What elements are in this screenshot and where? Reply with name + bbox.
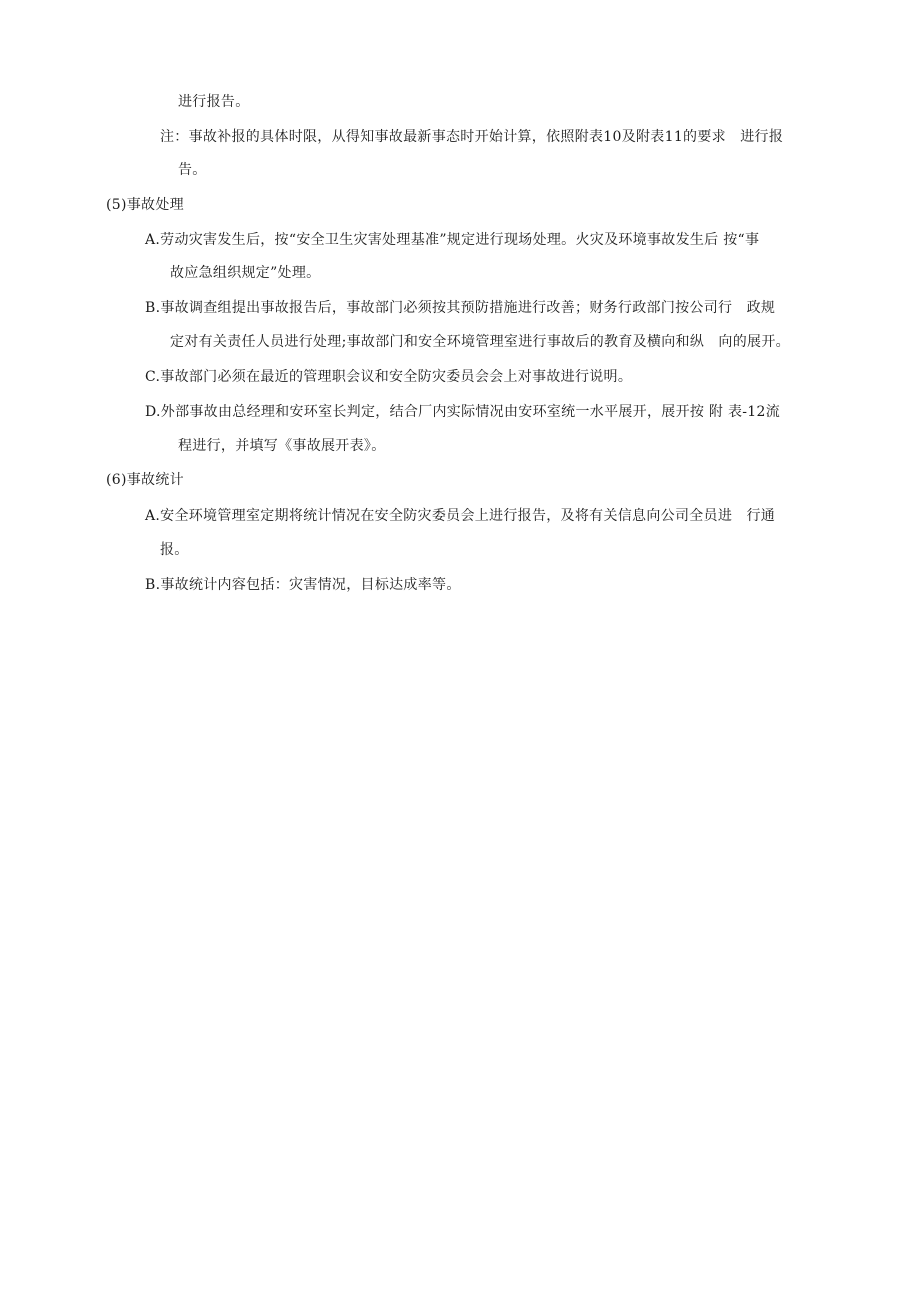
- item-d-accident-handling-continuation: 程进行，并填写《事故展开表》。: [178, 438, 386, 454]
- item-a-accident-handling: A.劳动灾害发生后，按“安全卫生灾害处理基准”规定进行现场处理。火灾及环境事故发生后 按“事: [145, 232, 760, 248]
- item-b-accident-handling: B.事故调查组提出事故报告后，事故部门必须按其预防措施进行改善；财务行政部门按公司行 政规: [145, 300, 776, 316]
- section-heading-accident-statistics: (6)事故统计: [106, 472, 184, 488]
- item-b-accident-statistics: B.事故统计内容包括：灾害情况，目标达成率等。: [145, 577, 461, 593]
- note-line-continuation: 告。: [178, 162, 207, 178]
- item-a-accident-statistics-continuation: 报。: [160, 542, 189, 558]
- item-d-accident-handling: D.外部事故由总经理和安环室长判定，结合厂内实际情况由安环室统一水平展开，展开按 附 表-12流: [145, 404, 781, 420]
- text-line-report-continuation: 进行报告。: [178, 94, 250, 110]
- item-c-accident-handling: C.事故部门必须在最近的管理职会议和安全防灾委员会会上对事故进行说明。: [145, 369, 633, 385]
- item-b-accident-handling-continuation: 定对有关责任人员进行处理;事故部门和安全环境管理室进行事故后的教育及横向和纵 向的展开。: [170, 334, 790, 350]
- item-a-accident-statistics: A.安全环境管理室定期将统计情况在安全防灾委员会上进行报告，及将有关信息向公司全员进 行通: [145, 508, 776, 524]
- item-a-accident-handling-continuation: 故应急组织规定”处理。: [170, 265, 321, 281]
- note-line: 注：事故补报的具体时限，从得知事故最新事态时开始计算，依照附表10及附表11的要求 进行报: [160, 129, 784, 145]
- section-heading-accident-handling: (5)事故处理: [106, 197, 184, 213]
